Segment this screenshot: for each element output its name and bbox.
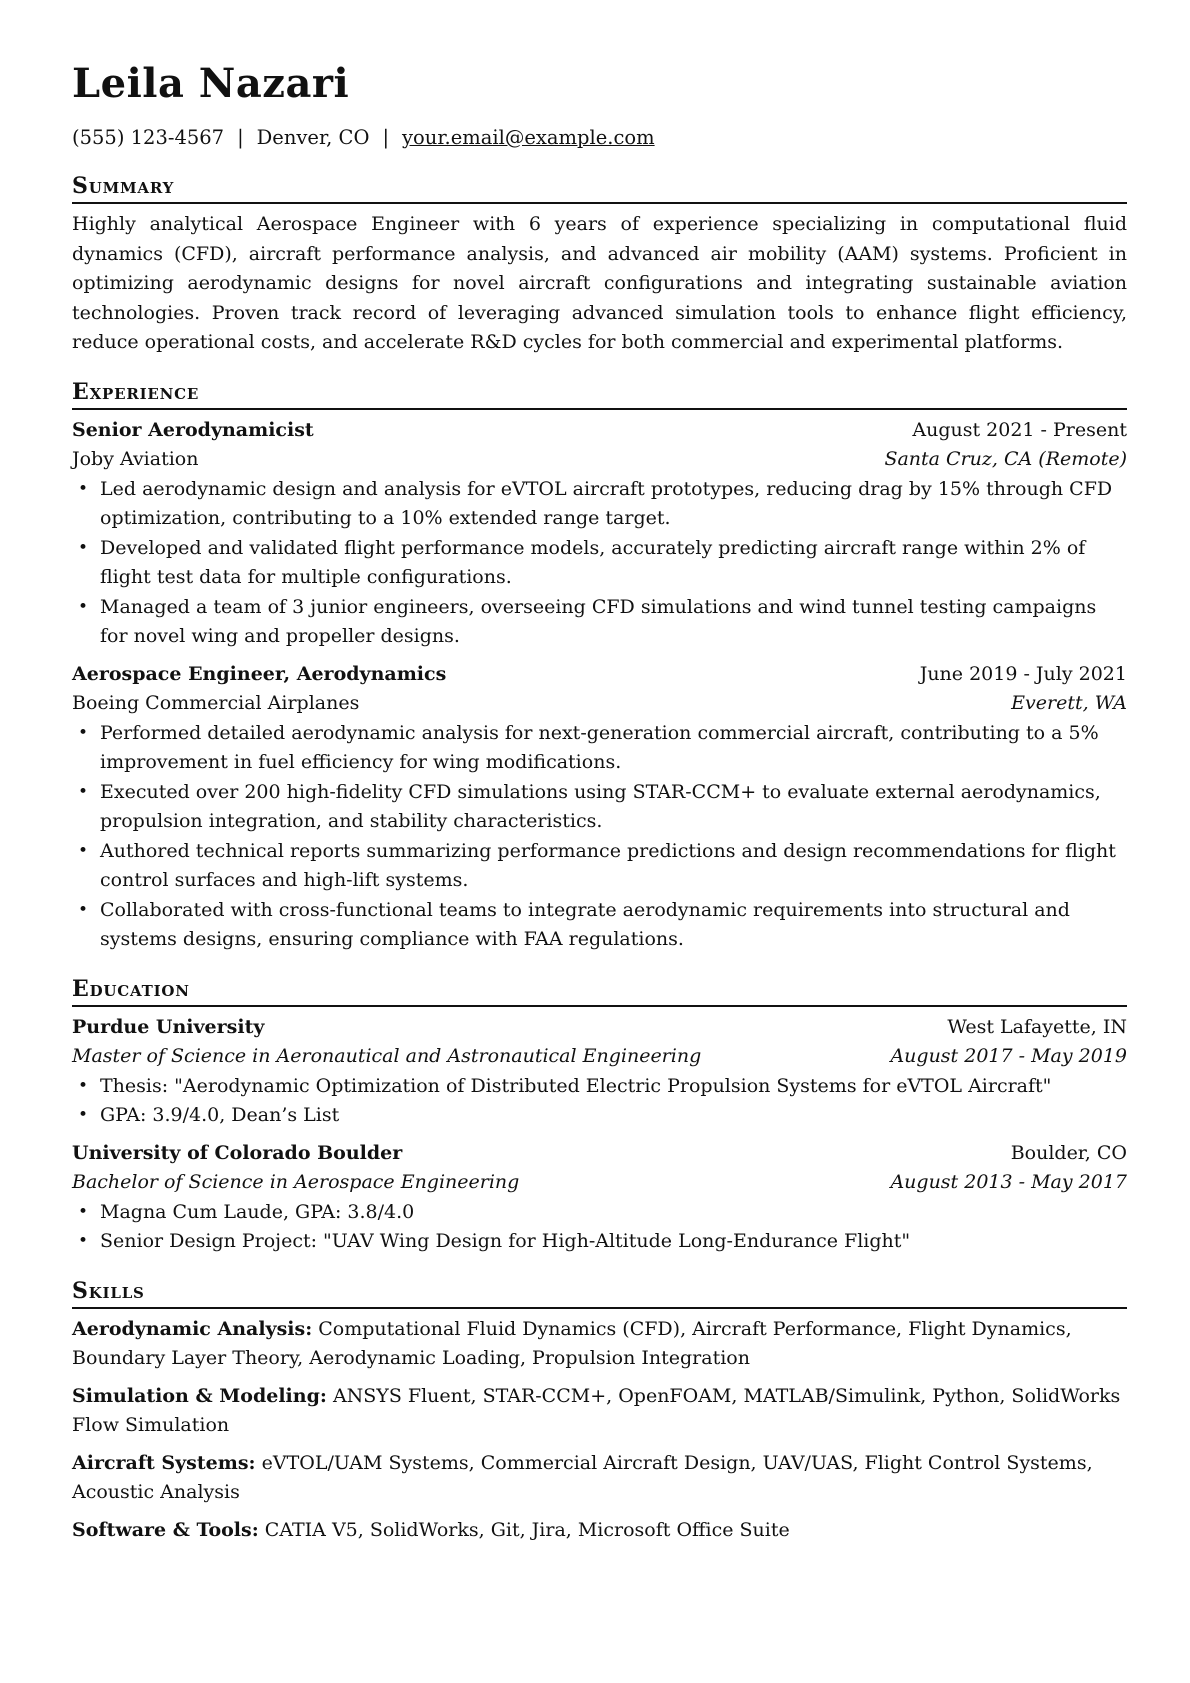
degree-name: Bachelor of Science in Aerospace Engineering [72,1171,520,1193]
school-entry [72,1013,1127,1131]
school-bullets [72,1198,1127,1257]
skill-group [72,1449,1127,1508]
skill-group [72,1382,1127,1441]
summary-section [72,172,1127,358]
section-title-experience: Experience [72,378,1127,410]
resume-page [72,58,1127,1553]
contact-line [72,124,1127,152]
degree-name: Master of Science in Aeronautical and Astronautical Engineering [72,1045,702,1067]
phone-number: (555) 123-4567 [72,126,225,149]
section-title-skills: Skills [72,1277,1127,1309]
job-role: Aerospace Engineer, Aerodynamics [72,662,447,685]
job-dates: August 2021 - Present [912,418,1127,441]
job-entry [72,416,1127,652]
list-item: • Executed over 200 high-fidelity CFD simulations using STAR-CCM+ to evaluate external aerodynamics, propulsion integration, and stability characteristics. [72,778,1127,837]
list-item: • Collaborated with cross-functional teams to integrate aerodynamic requirements into structural and systems designs, ensuring compliance with FAA regulations. [72,896,1127,955]
summary-text: Highly analytical Aerospace Engineer with 6 years of experience specializing in computational fluid dynamics (CFD), aircraft performance analysis, and advanced air mobility (AAM) systems. Proficient in optimizing aerodynamic designs for novel aircraft configurations and integrating sustainable aviation technologies. Proven track record of leveraging advanced simulation tools to enhance flight efficiency, reduce operational costs, and accelerate R&D cycles for both commercial and experimental platforms. [72,213,1127,353]
skill-label: Simulation & Modeling: [72,1384,327,1407]
list-item: • Developed and validated flight performance models, accurately predicting aircraft range within 2% of flight test data for multiple configurations. [72,534,1127,593]
school-entry [72,1139,1127,1257]
job-bullets [72,475,1127,652]
skill-items: ANSYS Fluent, STAR-CCM+, OpenFOAM, MATLAB/Simulink, Python, SolidWorks Flow Simulation [72,1384,1121,1436]
list-item: • Authored technical reports summarizing performance predictions and design recommendations for flight control surfaces and high-lift systems. [72,837,1127,896]
section-title-education: Education [72,975,1127,1007]
job-role: Senior Aerodynamicist [72,418,314,441]
job-dates: June 2019 - July 2021 [919,662,1127,685]
skill-items: eVTOL/UAM Systems, Commercial Aircraft Design, UAV/UAS, Flight Control Systems, Acoustic Analysis [72,1451,1093,1503]
education-section [72,975,1127,1257]
school-dates: August 2017 - May 2019 [890,1045,1127,1067]
skill-label: Aircraft Systems: [72,1451,256,1474]
section-title-summary: Summary [72,172,1127,204]
school-dates: August 2013 - May 2017 [890,1171,1127,1193]
school-location: Boulder, CO [1010,1141,1127,1164]
job-location: Santa Cruz, CA (Remote) [884,448,1127,470]
skill-label: Software & Tools: [72,1518,259,1541]
list-item: • GPA: 3.9/4.0, Dean’s List [72,1101,1127,1131]
skill-group [72,1315,1127,1374]
experience-section [72,378,1127,955]
location: Denver, CO [256,126,370,149]
job-bullets [72,719,1127,955]
school-name: University of Colorado Boulder [72,1141,403,1164]
list-item: • Managed a team of 3 junior engineers, overseeing CFD simulations and wind tunnel testing campaigns for novel wing and propeller designs. [72,593,1127,652]
skill-items: CATIA V5, SolidWorks, Git, Jira, Microsoft Office Suite [264,1518,790,1541]
separator: | [237,126,244,149]
job-entry [72,660,1127,955]
candidate-name: Leila Nazari [72,60,350,107]
skills-section [72,1277,1127,1546]
list-item: • Senior Design Project: "UAV Wing Design for High-Altitude Long-Endurance Flight" [72,1227,1127,1257]
skill-label: Aerodynamic Analysis: [72,1317,313,1340]
separator: | [382,126,390,149]
job-company: Boeing Commercial Airplanes [72,692,360,714]
email-link[interactable]: your.email@example.com [402,126,655,149]
job-company: Joby Aviation [72,448,199,470]
school-location: West Lafayette, IN [947,1015,1127,1038]
list-item: • Magna Cum Laude, GPA: 3.8/4.0 [72,1198,1127,1228]
skill-items: Computational Fluid Dynamics (CFD), Aircraft Performance, Flight Dynamics, Boundary Layer Theory, Aerodynamic Loading, Propulsion Integration [72,1317,1072,1369]
school-bullets [72,1072,1127,1131]
list-item: • Led aerodynamic design and analysis for eVTOL aircraft prototypes, reducing drag by 15% through CFD optimization, contributing to a 10% extended range target. [72,475,1127,534]
list-item: • Thesis: "Aerodynamic Optimization of Distributed Electric Propulsion Systems for eVTOL Aircraft" [72,1072,1127,1102]
school-name: Purdue University [72,1015,265,1038]
list-item: • Performed detailed aerodynamic analysis for next-generation commercial aircraft, contributing to a 5% improvement in fuel efficiency for wing modifications. [72,719,1127,778]
job-location: Everett, WA [1011,692,1127,714]
skill-group [72,1516,1127,1546]
